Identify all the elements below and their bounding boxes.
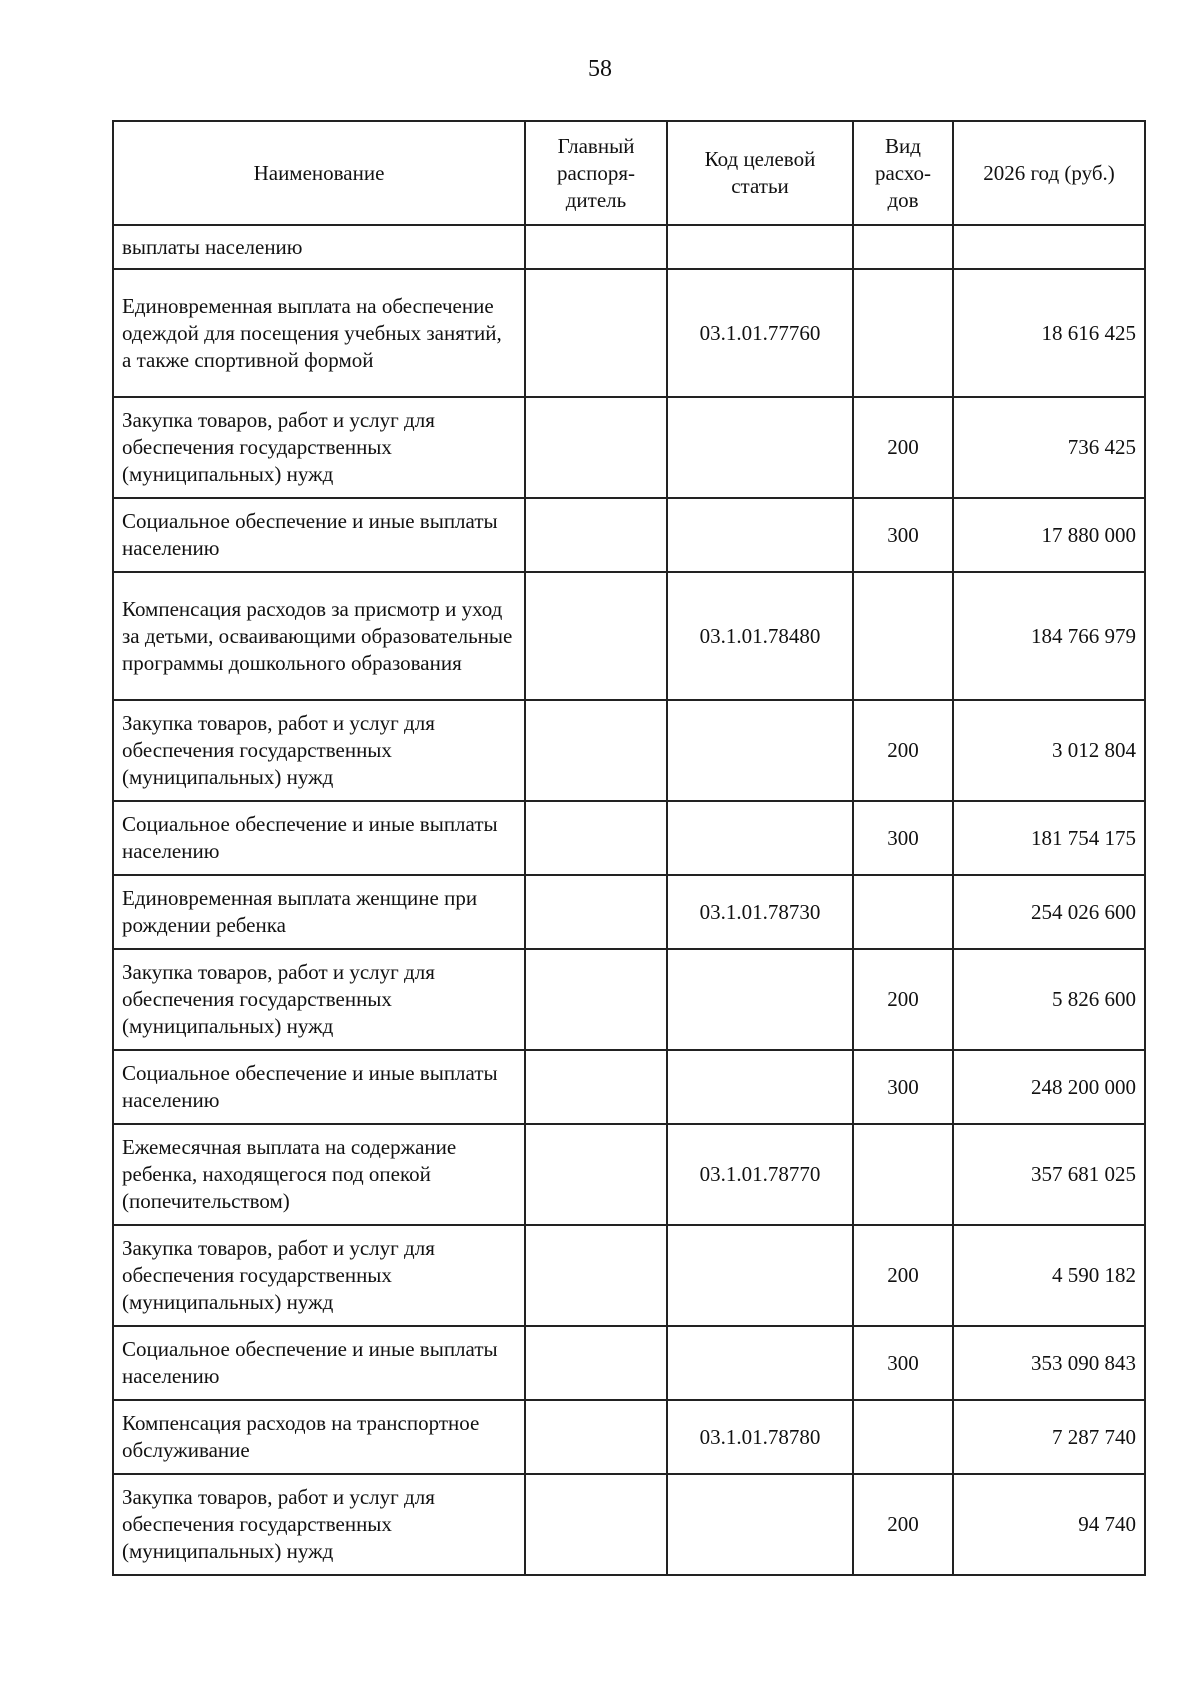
row-name: Закупка товаров, работ и услуг для обеспечения государственных (муниципальных) нужд	[113, 949, 525, 1050]
row-target-code: 03.1.01.78730	[667, 875, 853, 949]
row-expense-type: 300	[853, 1050, 953, 1124]
table-row	[113, 1050, 1145, 1124]
row-name: Социальное обеспечение и иные выплаты населению	[113, 1050, 525, 1124]
table-header	[113, 121, 1145, 225]
row-expense-type: 200	[853, 397, 953, 498]
row-target-code	[667, 225, 853, 269]
row-amount: 353 090 843	[953, 1326, 1145, 1400]
row-expense-type: 300	[853, 498, 953, 572]
row-name: Закупка товаров, работ и услуг для обеспечения государственных (муниципальных) нужд	[113, 1474, 525, 1575]
row-name: Единовременная выплата на обеспечение одеждой для посещения учебных занятий, а также спортивной формой	[113, 269, 525, 397]
table-row	[113, 1400, 1145, 1474]
row-expense-type	[853, 225, 953, 269]
row-expense-type	[853, 1124, 953, 1225]
row-target-code: 03.1.01.78480	[667, 572, 853, 700]
row-target-code: 03.1.01.78770	[667, 1124, 853, 1225]
table-row	[113, 801, 1145, 875]
header-amount: 2026 год (руб.)	[953, 121, 1145, 225]
row-name: Закупка товаров, работ и услуг для обеспечения государственных (муниципальных) нужд	[113, 700, 525, 801]
table-row	[113, 572, 1145, 700]
row-amount: 17 880 000	[953, 498, 1145, 572]
row-expense-type: 200	[853, 1225, 953, 1326]
row-expense-type: 300	[853, 1326, 953, 1400]
row-amount: 18 616 425	[953, 269, 1145, 397]
row-amount	[953, 225, 1145, 269]
header-name: Наименование	[113, 121, 525, 225]
row-target-code	[667, 1050, 853, 1124]
row-amount: 3 012 804	[953, 700, 1145, 801]
row-manager	[525, 498, 667, 572]
row-expense-type	[853, 1400, 953, 1474]
row-manager	[525, 269, 667, 397]
row-amount: 4 590 182	[953, 1225, 1145, 1326]
table-row	[113, 1225, 1145, 1326]
row-manager	[525, 1050, 667, 1124]
row-name: Единовременная выплата женщине при рождении ребенка	[113, 875, 525, 949]
row-name: Закупка товаров, работ и услуг для обеспечения государственных (муниципальных) нужд	[113, 397, 525, 498]
row-manager	[525, 1400, 667, 1474]
row-manager	[525, 572, 667, 700]
row-amount: 254 026 600	[953, 875, 1145, 949]
row-target-code	[667, 1326, 853, 1400]
row-amount: 357 681 025	[953, 1124, 1145, 1225]
row-manager	[525, 397, 667, 498]
row-amount: 5 826 600	[953, 949, 1145, 1050]
table-row	[113, 700, 1145, 801]
table-row	[113, 875, 1145, 949]
row-amount: 94 740	[953, 1474, 1145, 1575]
table-row	[113, 397, 1145, 498]
row-manager	[525, 225, 667, 269]
table-row	[113, 1124, 1145, 1225]
row-expense-type: 300	[853, 801, 953, 875]
row-expense-type: 200	[853, 949, 953, 1050]
row-target-code	[667, 1474, 853, 1575]
table-row	[113, 949, 1145, 1050]
row-amount: 248 200 000	[953, 1050, 1145, 1124]
row-amount: 184 766 979	[953, 572, 1145, 700]
row-name: выплаты населению	[113, 225, 525, 269]
row-name: Закупка товаров, работ и услуг для обеспечения государственных (муниципальных) нужд	[113, 1225, 525, 1326]
row-target-code	[667, 801, 853, 875]
table-row	[113, 225, 1145, 269]
row-expense-type	[853, 269, 953, 397]
row-manager	[525, 1124, 667, 1225]
row-target-code	[667, 397, 853, 498]
row-expense-type: 200	[853, 1474, 953, 1575]
table-row	[113, 1474, 1145, 1575]
row-manager	[525, 875, 667, 949]
header-target-code: Код целевой статьи	[667, 121, 853, 225]
row-target-code: 03.1.01.78780	[667, 1400, 853, 1474]
row-name: Социальное обеспечение и иные выплаты населению	[113, 1326, 525, 1400]
row-manager	[525, 949, 667, 1050]
row-name: Социальное обеспечение и иные выплаты населению	[113, 498, 525, 572]
table-row	[113, 498, 1145, 572]
row-manager	[525, 1474, 667, 1575]
row-amount: 736 425	[953, 397, 1145, 498]
header-manager: Главный распоря-дитель	[525, 121, 667, 225]
row-target-code	[667, 949, 853, 1050]
row-name: Компенсация расходов за присмотр и уход за детьми, осваивающими образовательные программы дошкольного образования	[113, 572, 525, 700]
row-manager	[525, 801, 667, 875]
table-row	[113, 1326, 1145, 1400]
row-name: Ежемесячная выплата на содержание ребенка, находящегося под опекой (попечительством)	[113, 1124, 525, 1225]
budget-table	[112, 120, 1146, 1576]
table-row	[113, 269, 1145, 397]
row-amount: 181 754 175	[953, 801, 1145, 875]
row-amount: 7 287 740	[953, 1400, 1145, 1474]
row-target-code	[667, 498, 853, 572]
row-target-code	[667, 700, 853, 801]
page-number: 58	[588, 56, 612, 82]
row-name: Компенсация расходов на транспортное обслуживание	[113, 1400, 525, 1474]
row-manager	[525, 1225, 667, 1326]
row-expense-type: 200	[853, 700, 953, 801]
header-expense-type: Вид расхо-дов	[853, 121, 953, 225]
row-target-code	[667, 1225, 853, 1326]
row-manager	[525, 700, 667, 801]
table-body	[113, 225, 1145, 1575]
row-expense-type	[853, 875, 953, 949]
row-name: Социальное обеспечение и иные выплаты населению	[113, 801, 525, 875]
row-manager	[525, 1326, 667, 1400]
row-expense-type	[853, 572, 953, 700]
row-target-code: 03.1.01.77760	[667, 269, 853, 397]
